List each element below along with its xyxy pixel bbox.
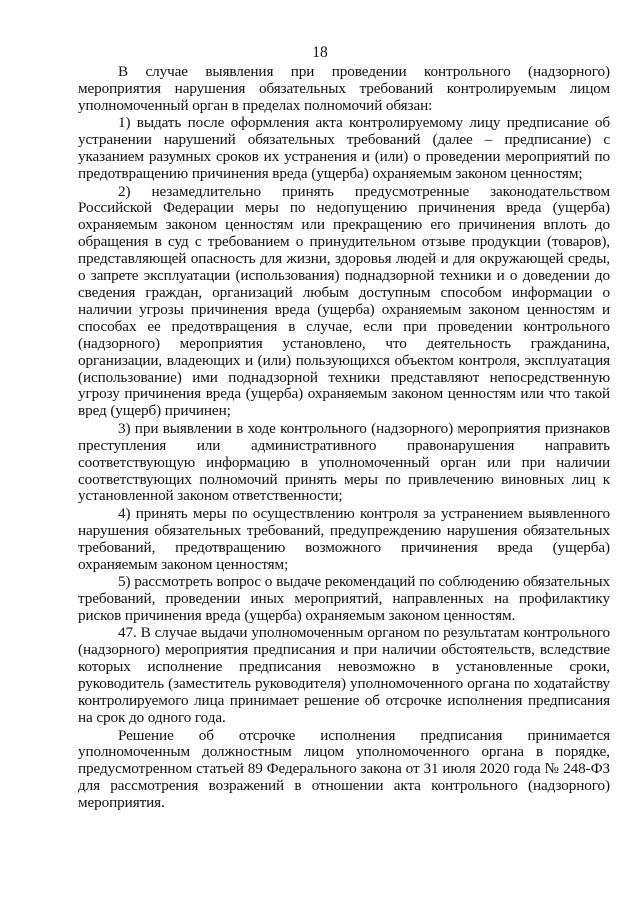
document-body <box>78 64 610 812</box>
paragraph-item-3: 3) при выявлении в ходе контрольного (надзорного) мероприятия признаков преступления или административного правонарушения направить соответствующую информацию в уполномоченный орган или при наличии соответствующих полномочий принять меры по привлечению виновных лиц к установленной законом ответственности; <box>78 419 610 505</box>
paragraph-item-4: 4) принять меры по осуществлению контроля за устранением выявленного нарушения обязательных требований, предупреждению нарушения обязательных требований, предотвращению возможного причинения вреда (ущерба) охраняемым законом ценностям; <box>78 504 610 573</box>
paragraph-item-2: 2) незамедлительно принять предусмотренные законодательством Российской Федерации меры по недопущению причинения вреда (ущерба) охраняемым законом ценностям или прекращению его причинения вплоть до обращения в суд с требованием о принудительном отзыве продукции (товаров), представляющей опасность для жизни, здоровья людей и для окружающей среды, о запрете эксплуатации (использования) поднадзорной техники и о доведении до сведения граждан, организаций любым доступным способом информации о наличии угрозы причинения вреда (ущерба) охраняемым законом ценностям и способах ее предотвращения в случае, если при проведении контрольного (надзорного) мероприятия установлено, что деятельность гражданина, организации, владеющих и (или) пользующихся объектом контроля, эксплуатация (использование) ими поднадзорной техники представляют непосредственную угрозу причинения вреда (ущерба) охраняемым законом ценностям или что такой вред (ущерб) причинен; <box>78 182 610 420</box>
paragraph-decision: Решение об отсрочке исполнения предписания принимается уполномоченным должностным лицом уполномоченного органа в порядке, предусмотренном статьей 89 Федерального закона от 31 июля 2020 года № 248-ФЗ для рассмотрения возражений в отношении акта контрольного (надзорного) мероприятия. <box>78 726 610 812</box>
paragraph-intro: В случае выявления при проведении контрольного (надзорного) мероприятия нарушения обязательных требований контролируемым лицом уполномоченный орган в пределах полномочий обязан: <box>78 63 610 114</box>
paragraph-47: 47. В случае выдачи уполномоченным органом по результатам контрольного (надзорного) мероприятия предписания и при наличии обстоятельств, вследствие которых исполнение предписания невозможно в установленные сроки, руководитель (заместитель руководителя) уполномоченного органа по ходатайству контролируемого лица принимает решение об отсрочке исполнения предписания на срок до одного года. <box>78 624 610 726</box>
paragraph-item-1: 1) выдать после оформления акта контролируемому лицу предписание об устранении нарушений обязательных требований (далее – предписание) с указанием разумных сроков их устранения и (или) о проведении мероприятий по предотвращению причинения вреда (ущерба) охраняемым законом ценностям; <box>78 114 610 183</box>
paragraph-item-5: 5) рассмотреть вопрос о выдаче рекомендаций по соблюдению обязательных требований, проведении иных мероприятий, направленных на профилактику рисков причинения вреда (ущерба) охраняемым законом ценностям. <box>78 573 610 624</box>
page-number: 18 <box>312 44 328 61</box>
